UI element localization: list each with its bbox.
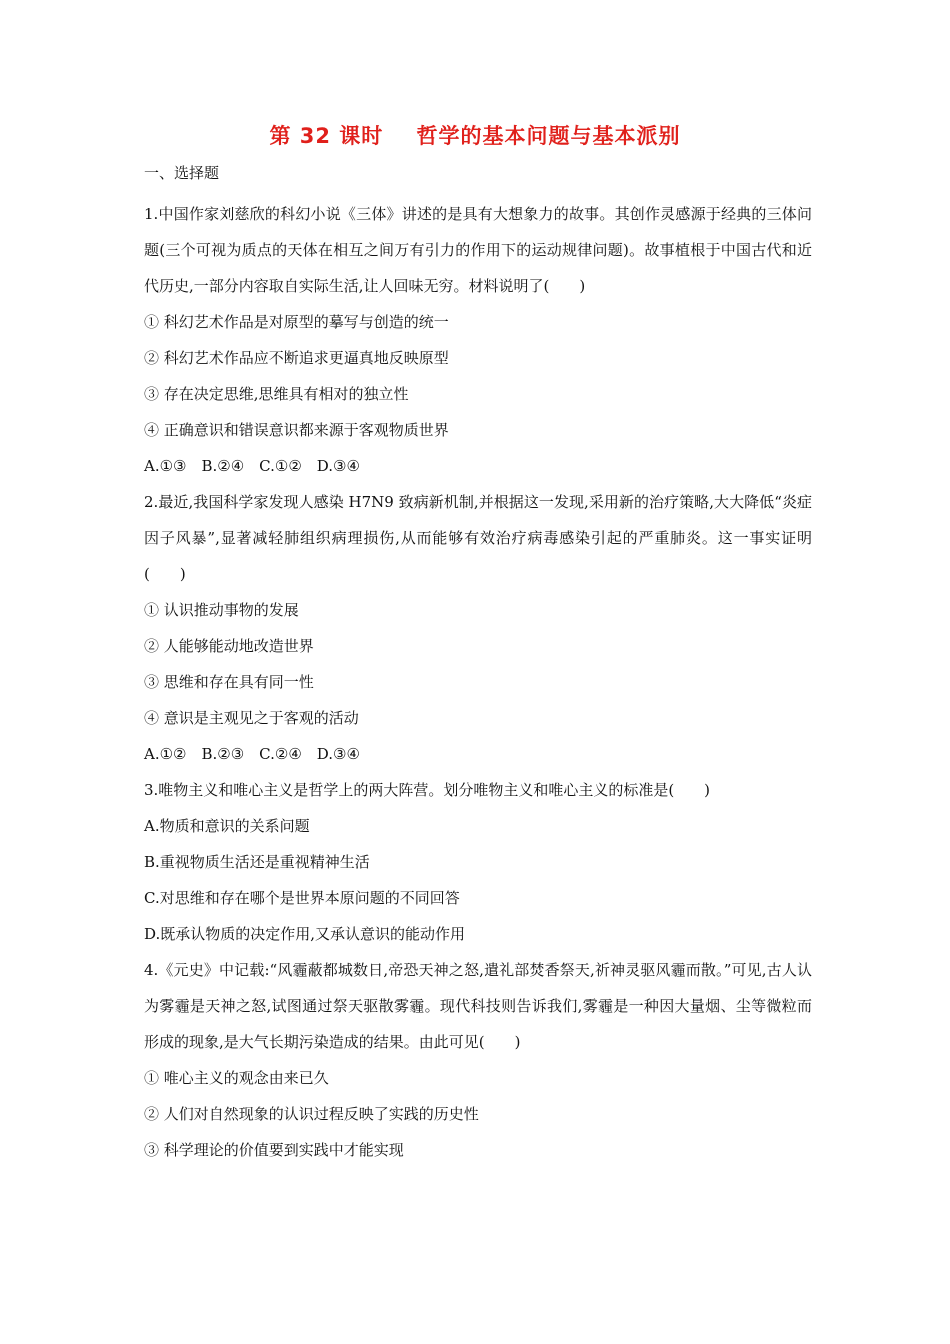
section-heading: 一、选择题	[144, 164, 220, 182]
statement-item: ① 唯心主义的观念由来已久	[144, 1069, 329, 1087]
choice-option: B.重视物质生活还是重视精神生活	[144, 853, 370, 871]
question-2	[144, 484, 812, 772]
choice-option: C.对思维和存在哪个是世界本原问题的不同回答	[144, 889, 460, 907]
question-4	[144, 952, 812, 1168]
answer-options: A.①③ B.②④ C.①② D.③④	[144, 457, 360, 475]
statement-item: ④ 正确意识和错误意识都来源于客观物质世界	[144, 421, 449, 439]
statement-item: ④ 意识是主观见之于客观的活动	[144, 709, 359, 727]
page-title: 第 32 课时 哲学的基本问题与基本派别	[269, 124, 681, 148]
answer-options: A.①② B.②③ C.②④ D.③④	[144, 745, 360, 763]
choice-option: A.物质和意识的关系问题	[144, 817, 310, 835]
question-3	[144, 772, 812, 952]
statement-item: ③ 存在决定思维,思维具有相对的独立性	[144, 385, 409, 403]
question-stem: 4.《元史》中记载:“风霾蔽都城数日,帝恐天神之怒,遣礼部焚香祭天,祈神灵驱风霾而散。”可见,古人认为雾霾是天神之怒,试图通过祭天驱散雾霾。现代科技则告诉我们,雾霾是一种因大量烟、尘等微粒而形成的现象,是大气长期污染造成的结果。由此可见( )	[144, 961, 812, 1051]
statement-item: ② 人们对自然现象的认识过程反映了实践的历史性	[144, 1105, 479, 1123]
question-stem: 1.中国作家刘慈欣的科幻小说《三体》讲述的是具有大想象力的故事。其创作灵感源于经典的三体问题(三个可视为质点的天体在相互之间万有引力的作用下的运动规律问题)。故事植根于中国古代和近代历史,一部分内容取自实际生活,让人回味无穷。材料说明了( )	[144, 205, 812, 295]
question-stem: 3.唯物主义和唯心主义是哲学上的两大阵营。划分唯物主义和唯心主义的标准是( )	[144, 781, 711, 799]
document-body	[144, 160, 812, 1168]
statement-item: ① 认识推动事物的发展	[144, 601, 299, 619]
statement-item: ③ 思维和存在具有同一性	[144, 673, 314, 691]
question-1	[144, 196, 812, 484]
statement-item: ② 科幻艺术作品应不断追求更逼真地反映原型	[144, 349, 449, 367]
question-stem: 2.最近,我国科学家发现人感染 H7N9 致病新机制,并根据这一发现,采用新的治疗策略,大大降低“炎症因子风暴”,显著减轻肺组织病理损伤,从而能够有效治疗病毒感染引起的严重肺炎。这一事实证明( )	[144, 493, 812, 583]
statement-item: ① 科幻艺术作品是对原型的摹写与创造的统一	[144, 313, 449, 331]
statement-item: ② 人能够能动地改造世界	[144, 637, 314, 655]
choice-option: D.既承认物质的决定作用,又承认意识的能动作用	[144, 925, 466, 943]
statement-item: ③ 科学理论的价值要到实践中才能实现	[144, 1141, 404, 1159]
